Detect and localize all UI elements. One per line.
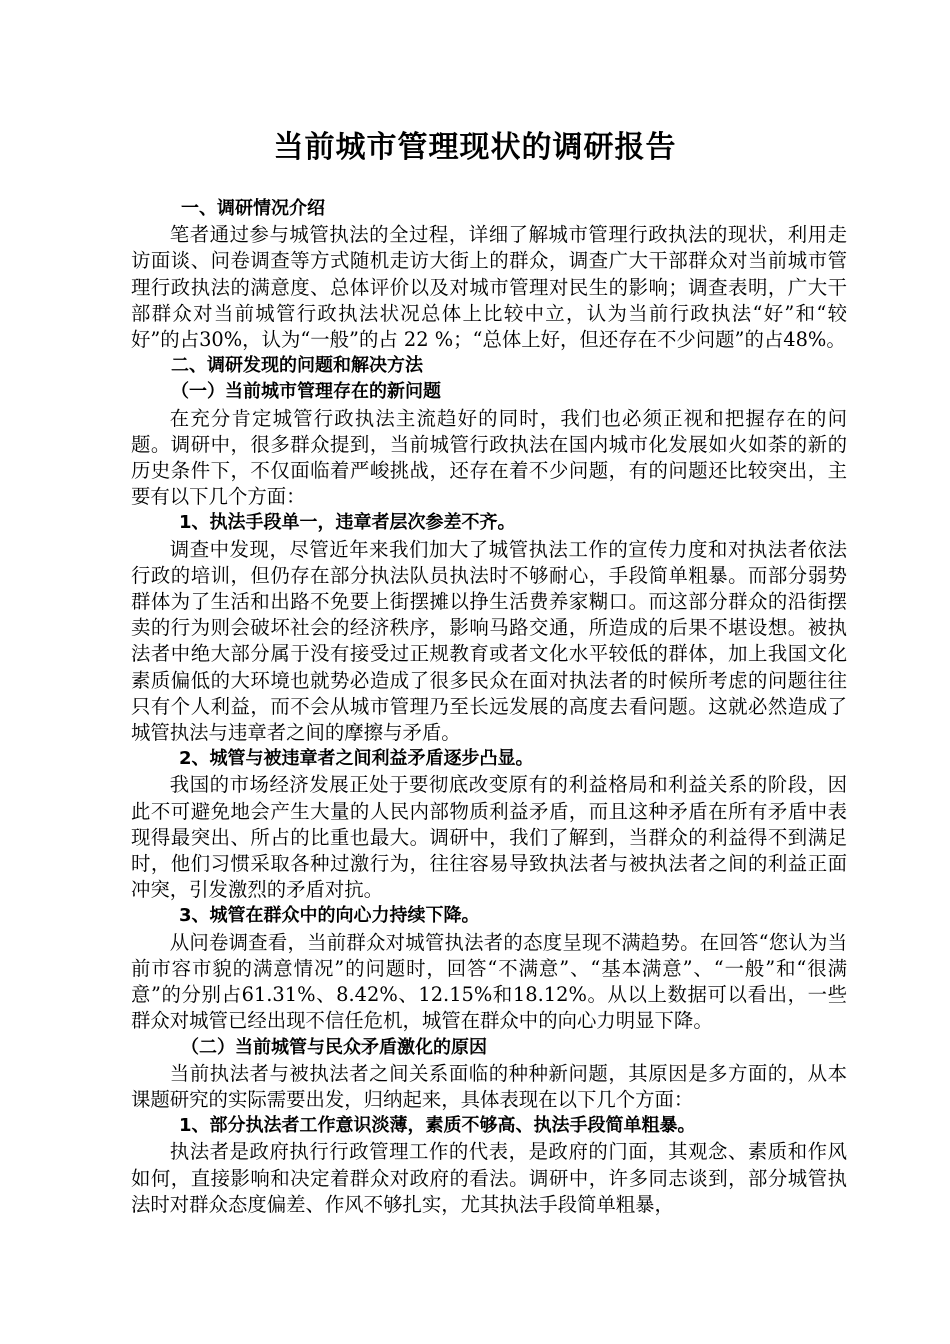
paragraph: 在充分肯定城管行政执法主流趋好的同时，我们也必须正视和把握存在的问题。调研中，很多群众提到，当前城管行政执法在国内城市化发展如火如荼的新的历史条件下，不仅面临着严峻挑战，还存在着不少问题，有的问题还比较突出，主要有以下几个方面： bbox=[131, 406, 847, 509]
paragraph: 从问卷调查看，当前群众对城管执法者的态度呈现不满趋势。在回答“您认为当前市容市貌的满意情况”的问题时，回答“不满意”、“基本满意”、“一般”和“很满意”的分别占61.31%、8.42%、12.15%和18.12%。从以上数据可以看出，一些群众对城管已经出现不信任危机，城管在群众中的向心力明显下降。 bbox=[131, 930, 847, 1033]
paragraph: 我国的市场经济发展正处于要彻底改变原有的利益格局和利益关系的阶段，因此不可避免地会产生大量的人民内部物质利益矛盾，而且这种矛盾在所有矛盾中表现得最突出、所占的比重也最大。调研中，我们了解到，当群众的利益得不到满足时，他们习惯采取各种过激行为，往往容易导致执法者与被执法者之间的利益正面冲突，引发激烈的矛盾对抗。 bbox=[131, 773, 847, 902]
paragraph: 执法者是政府执行行政管理工作的代表，是政府的门面，其观念、素质和作风如何，直接影响和决定着群众对政府的看法。调研中，许多同志谈到，部分城管执法时对群众态度偏差、作风不够扎实，尤其执法手段简单粗暴， bbox=[131, 1140, 847, 1216]
point-heading: 3、城管在群众中的向心力持续下降。 bbox=[179, 905, 480, 927]
subsection-heading: （一）当前城市管理存在的新问题 bbox=[171, 381, 441, 403]
document-title: 当前城市管理现状的调研报告 bbox=[273, 130, 677, 165]
document-body bbox=[131, 196, 847, 1218]
point-heading: 2、城管与被违章者之间利益矛盾逐步凸显。 bbox=[179, 748, 534, 770]
paragraph: 当前执法者与被执法者之间关系面临的种种新问题，其原因是多方面的，从本课题研究的实际需要出发，归纳起来，具体表现在以下几个方面： bbox=[131, 1061, 847, 1111]
subsection-heading: （二）当前城管与民众矛盾激化的原因 bbox=[181, 1036, 487, 1058]
point-heading: 1、执法手段单一，违章者层次参差不齐。 bbox=[179, 512, 516, 534]
paragraph: 笔者通过参与城管执法的全过程，详细了解城市管理行政执法的现状，利用走访面谈、问卷调查等方式随机走访大街上的群众，调查广大干部群众对当前城市管理行政执法的满意度、总体评价以及对城市管理对民生的影响；调查表明，广大干部群众对当前城管行政执法状况总体上比较中立，认为当前行政执法“好”和“较好”的占30%，认为“一般”的占 22 %；“总体上好，但还存在不少问题”的占48%。 bbox=[131, 223, 847, 352]
paragraph: 调查中发现，尽管近年来我们加大了城管执法工作的宣传力度和对执法者依法行政的培训，但仍存在部分执法队员执法时不够耐心，手段简单粗暴。而部分弱势群体为了生活和出路不免要上街摆摊以挣生活费养家糊口。而这部分群众的沿街摆卖的行为则会破坏社会的经济秩序，影响马路交通，所造成的后果不堪设想。被执法者中绝大部分属于没有接受过正规教育或者文化水平较低的群体，加上我国文化素质偏低的大环境也就势必造成了很多民众在面对执法者的时候所考虑的问题往往只有个人利益，而不会从城市管理乃至长远发展的高度去看问题。这就必然造成了城管执法与违章者之间的摩擦与矛盾。 bbox=[131, 537, 847, 745]
section-heading: 一、调研情况介绍 bbox=[181, 198, 325, 219]
section-heading: 二、调研发现的问题和解决方法 bbox=[171, 355, 423, 377]
point-heading: 1、部分执法者工作意识淡薄，素质不够高、执法手段简单粗暴。 bbox=[179, 1115, 696, 1137]
